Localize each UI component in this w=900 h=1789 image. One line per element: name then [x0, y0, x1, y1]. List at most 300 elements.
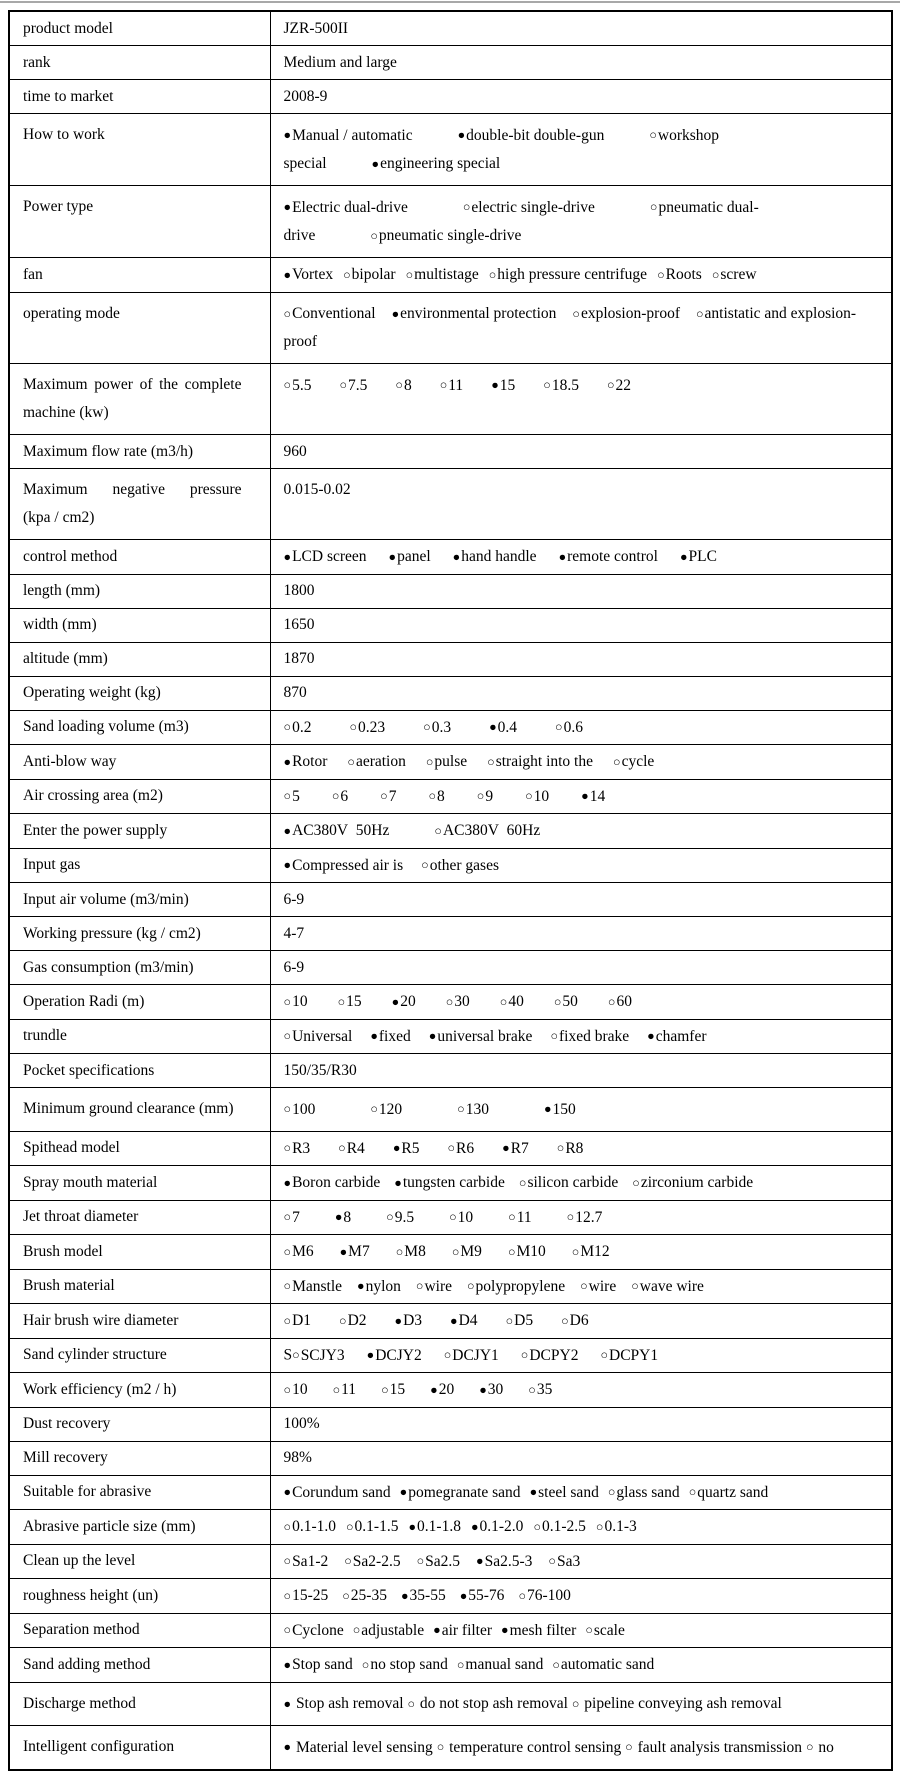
spec-label: Discharge method	[9, 1682, 270, 1726]
option: ○15	[337, 993, 362, 1010]
option: ●chamfer	[647, 1027, 707, 1045]
radio-empty-icon: ○	[415, 1279, 424, 1293]
option: ●0.1-2.0	[470, 1518, 524, 1535]
spec-row	[9, 1054, 892, 1088]
radio-filled-icon: ●	[452, 549, 461, 564]
option: ●nylon	[357, 1277, 401, 1295]
option: ○R4	[338, 1139, 365, 1157]
radio-empty-icon: ○	[613, 754, 621, 769]
option: ○adjustable	[352, 1621, 425, 1639]
radio-filled-icon: ●	[502, 1141, 510, 1155]
radio-empty-icon: ○	[499, 994, 508, 1009]
option: ○25-35	[342, 1587, 387, 1604]
option: ○manual sand	[456, 1656, 544, 1673]
option: ●0.1-1.8	[408, 1518, 461, 1535]
option: ○10	[283, 1381, 308, 1398]
spec-label: Enter the power supply	[9, 814, 270, 849]
radio-filled-icon: ●	[428, 1029, 437, 1043]
option: ○M12	[571, 1243, 610, 1260]
spec-value	[270, 1019, 892, 1054]
spec-value	[270, 1131, 892, 1166]
spec-label: operating mode	[9, 292, 270, 364]
spec-label: roughness height (un)	[9, 1579, 270, 1614]
radio-empty-icon: ○	[352, 1623, 361, 1637]
radio-empty-icon: ○	[449, 1210, 457, 1224]
spec-label: width (mm)	[9, 608, 270, 642]
spec-row	[9, 814, 892, 849]
option: ○7.5	[339, 376, 368, 394]
radio-empty-icon: ○	[332, 1382, 341, 1397]
option: ○8	[395, 376, 412, 394]
radio-empty-icon: ○	[607, 994, 616, 1009]
spec-value	[270, 1475, 892, 1510]
spec-row	[9, 80, 892, 114]
option: ○M8	[395, 1243, 426, 1260]
spec-label: control method	[9, 540, 270, 575]
spec-value: 150/35/R30	[270, 1054, 892, 1088]
radio-empty-icon: ○	[548, 1554, 556, 1568]
option: ○ do not stop ash removal	[407, 1695, 572, 1712]
option: ○ pipeline conveying ash removal	[571, 1695, 782, 1712]
spec-label: Anti-blow way	[9, 745, 270, 780]
radio-empty-icon: ○	[585, 1623, 593, 1637]
spec-value	[270, 186, 892, 258]
radio-filled-icon: ●	[491, 378, 499, 392]
option: ○9	[476, 787, 494, 805]
radio-empty-icon: ○	[600, 1348, 609, 1362]
option: ○aeration	[347, 753, 406, 770]
radio-empty-icon: ○	[595, 1519, 604, 1534]
option: ○no stop sand	[361, 1656, 448, 1673]
radio-filled-icon: ●	[283, 549, 292, 564]
radio-filled-icon: ●	[647, 1029, 655, 1043]
option: ○40	[499, 993, 524, 1010]
radio-empty-icon: ○	[370, 1102, 378, 1116]
radio-empty-icon: ○	[428, 789, 436, 803]
radio-empty-icon: ○	[339, 1313, 347, 1328]
spec-label: Operation Radi (m)	[9, 985, 270, 1020]
spec-value	[270, 1373, 892, 1408]
radio-empty-icon: ○	[283, 1588, 292, 1603]
option: ○scale	[585, 1621, 625, 1639]
radio-empty-icon: ○	[711, 267, 720, 282]
spec-value	[270, 1235, 892, 1270]
spec-row	[9, 186, 892, 258]
option: ○straight into the	[487, 753, 593, 770]
option: ○Sa2.5	[416, 1552, 461, 1570]
option: ●Corundum sand	[283, 1483, 391, 1501]
radio-empty-icon: ○	[507, 1244, 516, 1259]
radio-empty-icon: ○	[550, 1029, 558, 1043]
radio-filled-icon: ●	[470, 1519, 479, 1534]
radio-empty-icon: ○	[347, 754, 355, 769]
option: ○SCJY3	[292, 1346, 345, 1364]
option: ●8	[334, 1208, 352, 1226]
spec-row	[9, 985, 892, 1020]
radio-empty-icon: ○	[447, 1141, 456, 1155]
option: ●D4	[450, 1312, 478, 1329]
radio-empty-icon: ○	[405, 267, 414, 282]
option: ●R5	[392, 1139, 420, 1157]
spec-value	[270, 1200, 892, 1235]
spec-row	[9, 710, 892, 745]
option: S	[283, 1346, 293, 1364]
spec-value	[270, 1166, 892, 1201]
option: ○electric single-drive	[462, 198, 595, 216]
spec-label: Mill recovery	[9, 1441, 270, 1475]
option: ●environmental protection	[391, 305, 557, 322]
spec-row	[9, 1338, 892, 1373]
spec-row	[9, 1613, 892, 1648]
spec-label: Hair brush wire diameter	[9, 1304, 270, 1339]
spec-value: 2008-9	[270, 80, 892, 114]
radio-empty-icon: ○	[283, 306, 292, 321]
spec-label: fan	[9, 258, 270, 293]
spec-row	[9, 540, 892, 575]
radio-filled-icon: ●	[366, 1348, 375, 1362]
spec-value: 6-9	[270, 883, 892, 917]
option: ●engineering special	[371, 155, 501, 172]
spec-label: Brush model	[9, 1235, 270, 1270]
spec-row	[9, 779, 892, 814]
radio-filled-icon: ●	[283, 1696, 292, 1711]
radio-empty-icon: ○	[283, 378, 292, 392]
option: ●mesh filter	[501, 1621, 577, 1639]
option: ●PLC	[679, 548, 717, 565]
radio-empty-icon: ○	[556, 1141, 565, 1155]
option: ○ fault analysis transmission	[625, 1738, 806, 1756]
option: ○11	[439, 376, 464, 394]
spec-row	[9, 11, 892, 46]
radio-empty-icon: ○	[343, 267, 351, 282]
spec-label: How to work	[9, 114, 270, 186]
spec-value: 960	[270, 435, 892, 469]
option: ○22	[606, 376, 631, 394]
spec-value	[270, 1682, 892, 1726]
radio-filled-icon: ●	[459, 1588, 468, 1603]
option: ○polypropylene	[466, 1277, 566, 1295]
spec-value	[270, 710, 892, 745]
spec-label: Dust recovery	[9, 1407, 270, 1441]
spec-label: product model	[9, 11, 270, 46]
option: ○60	[607, 993, 632, 1010]
radio-empty-icon: ○	[283, 1141, 292, 1155]
radio-empty-icon: ○	[283, 720, 292, 734]
spec-row	[9, 1019, 892, 1054]
option: ●air filter	[433, 1621, 493, 1639]
radio-empty-icon: ○	[508, 1210, 516, 1224]
spec-row	[9, 848, 892, 883]
radio-empty-icon: ○	[361, 1657, 370, 1672]
option: ●Vortex	[283, 266, 334, 283]
option: ○antistatic and explosion-proof	[283, 305, 857, 350]
radio-empty-icon: ○	[283, 1244, 292, 1259]
spec-label: Spithead model	[9, 1131, 270, 1166]
spec-row	[9, 745, 892, 780]
option: ○0.1-1.0	[283, 1518, 336, 1535]
spec-row	[9, 951, 892, 985]
option: ○explosion-proof	[572, 305, 680, 322]
radio-filled-icon: ●	[394, 1313, 403, 1328]
option: ○7	[283, 1208, 300, 1226]
spec-row	[9, 574, 892, 608]
option: ○AC380V 60Hz	[434, 822, 541, 839]
option: ●universal brake	[428, 1027, 533, 1045]
radio-empty-icon: ○	[283, 1313, 292, 1328]
radio-empty-icon: ○	[339, 378, 347, 392]
radio-filled-icon: ●	[543, 1102, 552, 1116]
spec-row	[9, 1726, 892, 1770]
spec-label: Operating weight (kg)	[9, 676, 270, 710]
spec-label: Separation method	[9, 1613, 270, 1648]
spec-row	[9, 1682, 892, 1726]
radio-filled-icon: ●	[529, 1485, 538, 1499]
spec-label: Clean up the level	[9, 1544, 270, 1579]
radio-filled-icon: ●	[283, 823, 292, 838]
radio-filled-icon: ●	[430, 1382, 438, 1397]
option: ○other gases	[421, 856, 499, 874]
spec-value	[270, 1510, 892, 1545]
option: ○Roots	[657, 266, 702, 283]
spec-row	[9, 1088, 892, 1132]
option: ●double-bit double-gun	[457, 126, 605, 144]
option: ○M6	[283, 1243, 314, 1260]
radio-filled-icon: ●	[400, 1588, 409, 1603]
option: ○Sa3	[548, 1552, 581, 1570]
spec-row	[9, 1200, 892, 1235]
radio-filled-icon: ●	[283, 128, 292, 142]
radio-empty-icon: ○	[380, 789, 388, 803]
option: ●Boron carbide	[283, 1174, 381, 1191]
radio-empty-icon: ○	[553, 994, 562, 1009]
radio-empty-icon: ○	[283, 1519, 292, 1534]
spec-value	[270, 540, 892, 575]
option: ●Sa2.5-3	[476, 1552, 533, 1570]
option: ●150	[543, 1100, 576, 1118]
radio-empty-icon: ○	[632, 1175, 640, 1190]
option: ○11	[332, 1381, 357, 1398]
radio-empty-icon: ○	[606, 378, 615, 392]
radio-empty-icon: ○	[395, 378, 403, 392]
option: ○Sa1-2	[283, 1552, 329, 1570]
page-top-border	[0, 1, 900, 3]
spec-value	[270, 1613, 892, 1648]
spec-row	[9, 114, 892, 186]
spec-value: 6-9	[270, 951, 892, 985]
radio-filled-icon: ●	[283, 1657, 292, 1672]
option: ○wire	[415, 1277, 452, 1295]
option: ○wave wire	[631, 1277, 704, 1295]
option: ● Material level sensing	[283, 1738, 437, 1756]
radio-empty-icon: ○	[805, 1740, 814, 1754]
spec-row	[9, 642, 892, 676]
option: ○fixed brake	[550, 1027, 630, 1045]
spec-row	[9, 1304, 892, 1339]
option: ○DCJY1	[443, 1346, 499, 1364]
option: ●35-55	[400, 1587, 446, 1604]
spec-label: Gas consumption (m3/min)	[9, 951, 270, 985]
spec-value	[270, 848, 892, 883]
option: ●Rotor	[283, 753, 328, 770]
radio-empty-icon: ○	[381, 1382, 389, 1397]
spec-value	[270, 292, 892, 364]
radio-empty-icon: ○	[518, 1588, 526, 1603]
spec-row	[9, 364, 892, 435]
radio-filled-icon: ●	[501, 1623, 509, 1637]
option: ○6	[331, 787, 349, 805]
radio-empty-icon: ○	[552, 1657, 560, 1672]
option: ○35	[528, 1381, 553, 1398]
option: ○10	[525, 787, 550, 805]
radio-filled-icon: ●	[450, 1313, 458, 1328]
radio-filled-icon: ●	[371, 156, 380, 171]
spec-value	[270, 1726, 892, 1770]
spec-value: Medium and large	[270, 46, 892, 80]
spec-row	[9, 1648, 892, 1683]
spec-row	[9, 1407, 892, 1441]
option: ○0.1-1.5	[345, 1518, 399, 1535]
spec-label: Work efficiency (m2 / h)	[9, 1373, 270, 1408]
radio-empty-icon: ○	[533, 1519, 541, 1534]
radio-empty-icon: ○	[487, 754, 495, 769]
radio-filled-icon: ●	[581, 789, 589, 803]
spec-label: Working pressure (kg / cm2)	[9, 917, 270, 951]
option: ○11	[508, 1208, 532, 1226]
option: ○0.6	[555, 718, 583, 736]
spec-row	[9, 1235, 892, 1270]
option: ○100	[283, 1100, 316, 1118]
option: ○wire	[580, 1277, 617, 1295]
spec-row	[9, 917, 892, 951]
radio-empty-icon: ○	[649, 200, 658, 214]
option: ○pneumatic single-drive	[370, 227, 522, 244]
spec-label: Maximum power of the complete machine (kw)	[9, 364, 270, 435]
option: ●R7	[502, 1139, 529, 1157]
spec-value	[270, 1088, 892, 1132]
spec-label: Power type	[9, 186, 270, 258]
option: ○120	[370, 1100, 403, 1118]
spec-label: time to market	[9, 80, 270, 114]
radio-empty-icon: ○	[505, 1313, 514, 1328]
option: ●AC380V 50Hz	[283, 822, 390, 839]
radio-empty-icon: ○	[488, 267, 497, 282]
radio-empty-icon: ○	[283, 1623, 292, 1637]
option: ○DCPY2	[520, 1346, 579, 1364]
option: ○screw	[711, 266, 757, 283]
spec-row	[9, 1475, 892, 1510]
radio-filled-icon: ●	[391, 306, 400, 321]
option: ●Electric dual-drive	[283, 198, 408, 216]
radio-filled-icon: ●	[283, 200, 292, 214]
option: ○M10	[507, 1243, 546, 1260]
radio-filled-icon: ●	[433, 1623, 441, 1637]
radio-filled-icon: ●	[283, 1485, 292, 1499]
radio-empty-icon: ○	[476, 789, 485, 803]
radio-filled-icon: ●	[388, 549, 397, 564]
radio-empty-icon: ○	[345, 1519, 354, 1534]
option: ●Compressed air is	[283, 856, 404, 874]
option: ○silicon carbide	[518, 1174, 619, 1191]
option: ○bipolar	[343, 266, 396, 283]
option: ○cycle	[613, 753, 655, 770]
spec-row	[9, 46, 892, 80]
option: ○12.7	[566, 1208, 603, 1226]
spec-row	[9, 258, 892, 293]
radio-filled-icon: ●	[283, 1740, 292, 1754]
option: ○pulse	[425, 753, 468, 770]
spec-value: 870	[270, 676, 892, 710]
radio-empty-icon: ○	[395, 1244, 404, 1259]
spec-label: Suitable for abrasive	[9, 1475, 270, 1510]
spec-label: Air crossing area (m2)	[9, 779, 270, 814]
spec-row	[9, 1544, 892, 1579]
option: ●fixed	[370, 1027, 411, 1045]
option: ●20	[391, 993, 416, 1010]
option: ○multistage	[405, 266, 479, 283]
radio-empty-icon: ○	[657, 267, 665, 282]
radio-filled-icon: ●	[391, 994, 400, 1009]
option: ○D6	[561, 1312, 589, 1329]
option: ○Conventional	[283, 305, 376, 322]
spec-value	[270, 364, 892, 435]
option: ●Stop sand	[283, 1656, 353, 1673]
spec-value	[270, 1338, 892, 1373]
spec-value	[270, 1304, 892, 1339]
spec-label: Maximum flow rate (m3/h)	[9, 435, 270, 469]
spec-value	[270, 814, 892, 849]
radio-filled-icon: ●	[399, 1485, 408, 1499]
radio-filled-icon: ●	[476, 1554, 484, 1568]
radio-empty-icon: ○	[331, 789, 340, 803]
option: ○8	[428, 787, 445, 805]
option: ○30	[445, 993, 470, 1010]
option: ○ temperature control sensing	[436, 1738, 626, 1756]
spec-value: 1800	[270, 574, 892, 608]
radio-filled-icon: ●	[479, 1382, 487, 1397]
radio-empty-icon: ○	[566, 1210, 575, 1224]
option: ●30	[479, 1381, 504, 1398]
radio-empty-icon: ○	[292, 1348, 300, 1362]
radio-empty-icon: ○	[625, 1740, 633, 1754]
radio-empty-icon: ○	[338, 1141, 346, 1155]
option: ○15	[381, 1381, 406, 1398]
radio-empty-icon: ○	[631, 1279, 639, 1293]
radio-filled-icon: ●	[283, 1175, 292, 1190]
radio-empty-icon: ○	[407, 1696, 415, 1711]
radio-filled-icon: ●	[283, 754, 292, 769]
radio-empty-icon: ○	[283, 1554, 292, 1568]
spec-value: JZR-500II	[270, 11, 892, 46]
option: ○pneumatic dual-drive	[283, 198, 759, 244]
radio-empty-icon: ○	[561, 1313, 569, 1328]
option: ○0.2	[283, 718, 312, 736]
option: ○R8	[556, 1139, 584, 1157]
spec-value	[270, 779, 892, 814]
option: ○workshop special	[283, 126, 720, 172]
spec-value: 0.015-0.02	[270, 469, 892, 540]
option: ○quartz sand	[688, 1483, 769, 1501]
spec-value	[270, 1648, 892, 1683]
radio-empty-icon: ○	[555, 720, 563, 734]
radio-filled-icon: ●	[334, 1210, 343, 1224]
option: ○D1	[283, 1312, 312, 1329]
radio-empty-icon: ○	[528, 1382, 536, 1397]
radio-empty-icon: ○	[571, 1696, 580, 1711]
radio-filled-icon: ●	[394, 1175, 402, 1190]
radio-empty-icon: ○	[425, 754, 434, 769]
radio-empty-icon: ○	[416, 1554, 425, 1568]
spec-label: length (mm)	[9, 574, 270, 608]
